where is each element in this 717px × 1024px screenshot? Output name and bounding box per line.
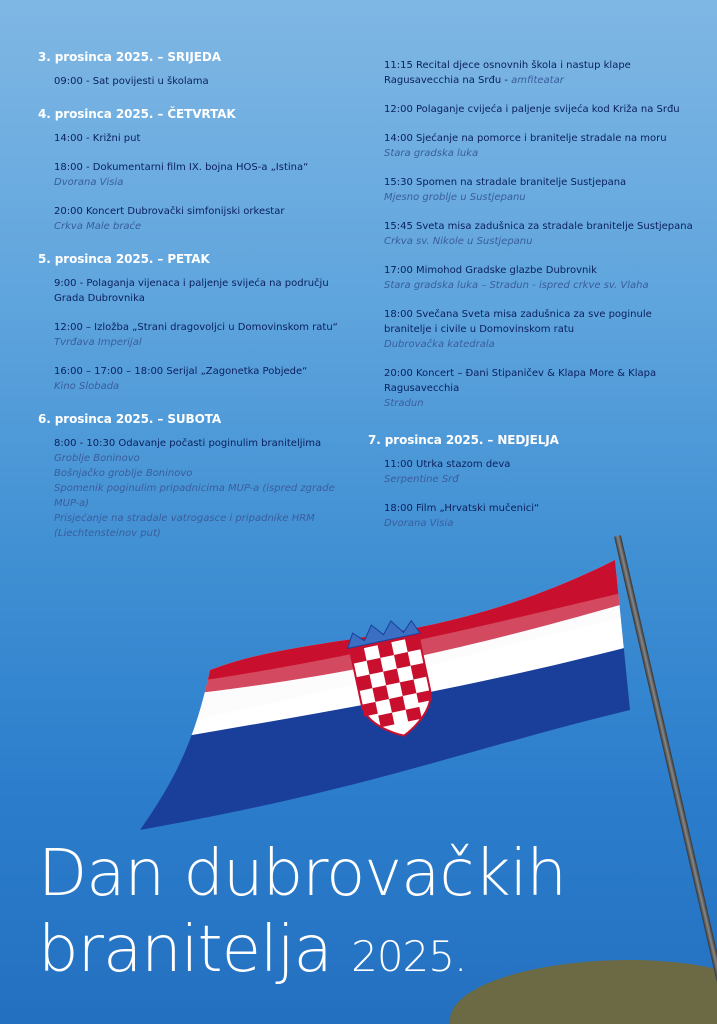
event-title: 8:00 - 10:30 Odavanje počasti poginulim braniteljima (54, 438, 322, 449)
event-item (54, 320, 358, 350)
event-item (54, 160, 358, 190)
event-title: 18:00 Film „Hrvatski mučenici“ (384, 503, 540, 514)
event-title: 12:00 – Izložba „Strani dragovoljci u Domovinskom ratu“ (54, 322, 338, 333)
event-item (384, 501, 698, 531)
title-line-2-text: branitelja (38, 913, 332, 987)
event-venue: Mjesno groblje u Sustjepanu (384, 192, 526, 203)
event-venue: Groblje Boninovo (54, 453, 140, 464)
event-venue: Tvrđava Imperijal (54, 337, 142, 348)
event-item (384, 307, 698, 352)
event-title: 15:30 Spomen na stradale branitelje Sustjepana (384, 177, 627, 188)
day-heading: 3. prosinca 2025. – SRIJEDA (38, 50, 221, 64)
day-heading: 6. prosinca 2025. – SUBOTA (38, 412, 222, 426)
event-item (54, 131, 358, 146)
event-item (384, 102, 698, 117)
event-venue: Prisjećanje na stradale vatrogasce i pripadnike HRM (Liechtensteinov put) (54, 513, 315, 539)
event-venue: Crkva sv. Nikole u Sustjepanu (384, 236, 533, 247)
event-venue: Stara gradska luka – Stradun - ispred crkve sv. Vlaha (384, 280, 649, 291)
event-title: 15:45 Sveta misa zadušnica za stradale branitelje Sustjepana (384, 221, 693, 232)
event-venue: Stradun (384, 398, 424, 409)
title-line-1: Dan dubrovačkih (38, 837, 566, 911)
day-heading: 4. prosinca 2025. – ČETVRTAK (38, 107, 236, 121)
event-item (54, 74, 358, 89)
event-item (384, 263, 698, 293)
event-title: 18:00 - Dokumentarni film IX. bojna HOS-a „Istina“ (54, 162, 309, 173)
event-title: 11:00 Utrka stazom deva (384, 459, 511, 470)
event-venue: Serpentine Srđ (384, 474, 459, 485)
event-title-text: 11:15 Recital djece osnovnih škola i nastup klape Ragusavecchia na Srđu (384, 60, 631, 86)
event-inline-venue: amfiteatar (511, 75, 564, 86)
event-item (384, 175, 698, 205)
event-venue: Crkva Male braće (54, 221, 142, 232)
event-item (54, 204, 358, 234)
day-block (38, 252, 358, 394)
event-title: 11:15 Recital djece osnovnih škola i nastup klape Ragusavecchia na Srđu - amfiteatar (384, 60, 631, 86)
poster-title (38, 836, 566, 995)
title-year: 2025. (351, 932, 467, 981)
event-item (54, 436, 358, 541)
schedule-right-column (368, 58, 698, 549)
event-title: 12:00 Polaganje cvijeća i paljenje svijeća kod Križa na Srđu (384, 104, 680, 115)
event-item (384, 131, 698, 161)
event-item (384, 366, 698, 411)
event-venue: Dvorana Visia (384, 518, 454, 529)
day-block (38, 107, 358, 234)
croatian-flag-icon (135, 540, 655, 840)
event-title: 9:00 - Polaganja vijenaca i paljenje svijeća na području Grada Dubrovnika (54, 278, 329, 304)
day-block (38, 412, 358, 541)
event-title: 14:00 Sjećanje na pomorce i branitelje stradale na moru (384, 133, 667, 144)
event-venue: Bošnjačko groblje Boninovo (54, 468, 193, 479)
day-heading: 7. prosinca 2025. – NEDJELJA (368, 433, 559, 447)
event-venue: Stara gradska luka (384, 148, 479, 159)
event-title: 09:00 - Sat povijesti u školama (54, 76, 209, 87)
day-block (368, 433, 698, 531)
event-item (54, 276, 358, 306)
day-block (38, 50, 358, 89)
event-title: 18:00 Svečana Sveta misa zadušnica za sve poginule branitelje i civile u Domovinskom ratu (384, 309, 652, 335)
event-title: 20:00 Koncert – Đani Stipaničev & Klapa More & Klapa Ragusavecchia (384, 368, 657, 394)
event-venue: Dubrovačka katedrala (384, 339, 495, 350)
event-item (384, 219, 698, 249)
event-title: 14:00 - Križni put (54, 133, 141, 144)
schedule-left-column (38, 50, 358, 559)
title-line-2 (38, 912, 566, 995)
event-title: 20:00 Koncert Dubrovački simfonijski orkestar (54, 206, 285, 217)
event-venue: Kino Slobada (54, 381, 120, 392)
event-title: 17:00 Mimohod Gradske glazbe Dubrovnik (384, 265, 597, 276)
day-block (368, 58, 698, 411)
event-item (54, 364, 358, 394)
event-venue: Dvorana Visia (54, 177, 124, 188)
event-item (384, 58, 698, 88)
event-venue: Spomenik poginulim pripadnicima MUP-a (ispred zgrade MUP-a) (54, 483, 335, 509)
event-title: 16:00 – 17:00 – 18:00 Serijal „Zagonetka Pobjede“ (54, 366, 308, 377)
day-heading: 5. prosinca 2025. – PETAK (38, 252, 210, 266)
event-item (384, 457, 698, 487)
